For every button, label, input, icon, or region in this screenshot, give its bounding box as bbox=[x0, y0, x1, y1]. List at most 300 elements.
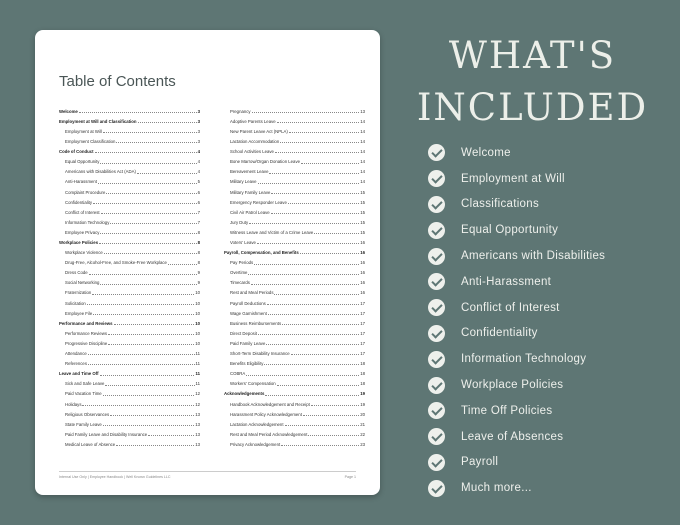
toc-leader-dots bbox=[257, 243, 359, 244]
feature-item bbox=[428, 424, 658, 450]
feature-label: Conflict of Interest bbox=[461, 301, 560, 314]
feature-item bbox=[428, 217, 658, 243]
toc-leader-dots bbox=[268, 314, 359, 315]
toc-entry-page: 20 bbox=[360, 411, 365, 417]
toc-leader-dots bbox=[289, 132, 359, 133]
toc-entry-label: Handbook Acknowledgement and Receipt bbox=[230, 401, 310, 407]
toc-entry-label: Sick and Safe Leave bbox=[65, 381, 105, 387]
toc-entry-page: 21 bbox=[360, 421, 365, 427]
toc-entry-page: 13 bbox=[195, 441, 200, 447]
toc-entry-label: Employment Classification bbox=[65, 139, 116, 145]
toc-leader-dots bbox=[266, 344, 359, 345]
toc-entry bbox=[224, 255, 365, 265]
toc-entry-page: 10 bbox=[195, 290, 200, 296]
toc-section-entry bbox=[59, 366, 200, 376]
toc-leader-dots bbox=[258, 183, 360, 184]
toc-entry bbox=[224, 286, 365, 296]
toc-entry bbox=[224, 336, 365, 346]
toc-section-entry bbox=[59, 114, 200, 124]
toc-leader-dots bbox=[104, 253, 197, 254]
toc-entry-page: 16 bbox=[360, 240, 365, 246]
toc-entry bbox=[224, 326, 365, 336]
toc-leader-dots bbox=[282, 324, 359, 325]
toc-entry-label: Pay Periods bbox=[230, 260, 254, 266]
toc-entry-page: 10 bbox=[195, 320, 200, 326]
feature-item bbox=[428, 475, 658, 501]
toc-entry-label: Paid Vacation Time bbox=[65, 391, 102, 397]
toc-entry-label: Performance Reviews bbox=[65, 330, 108, 336]
toc-entry-page: 16 bbox=[360, 260, 365, 266]
toc-entry bbox=[224, 427, 365, 437]
toc-entry-page: 14 bbox=[360, 118, 365, 124]
check-circle-icon bbox=[428, 222, 445, 239]
check-circle-icon bbox=[428, 428, 445, 445]
toc-entry bbox=[224, 134, 365, 144]
toc-entry-label: Dress Code bbox=[65, 270, 88, 276]
toc-entry bbox=[224, 377, 365, 387]
toc-leader-dots bbox=[281, 445, 359, 446]
toc-leader-dots bbox=[300, 253, 359, 254]
toc-entry-page: 3 bbox=[197, 118, 200, 124]
toc-leader-dots bbox=[291, 354, 360, 355]
toc-leader-dots bbox=[88, 364, 195, 365]
toc-entry-page: 18 bbox=[360, 371, 365, 377]
toc-entry-label: Social Networking bbox=[65, 280, 100, 286]
document-preview bbox=[35, 30, 380, 495]
toc-entry bbox=[59, 407, 200, 417]
toc-section-entry bbox=[59, 316, 200, 326]
toc-entry bbox=[224, 124, 365, 134]
toc-entry-page: 17 bbox=[360, 320, 365, 326]
toc-leader-dots bbox=[106, 193, 196, 194]
toc-entry-page: 7 bbox=[197, 209, 200, 215]
toc-entry-label: Paid Family Leave bbox=[230, 340, 266, 346]
feature-item bbox=[428, 450, 658, 476]
toc-entry-page: 13 bbox=[360, 108, 365, 114]
toc-entry bbox=[59, 427, 200, 437]
toc-leader-dots bbox=[137, 173, 197, 174]
toc-entry-label: Workplace Violence bbox=[65, 250, 103, 256]
toc-entry-label: Short-Term Disability Insurance bbox=[230, 351, 290, 357]
toc-entry bbox=[59, 195, 200, 205]
toc-section-entry bbox=[224, 387, 365, 397]
toc-entry-label: Workers' Compensation bbox=[230, 381, 276, 387]
toc-entry-label: Jury Duty bbox=[230, 219, 249, 225]
toc-entry bbox=[224, 266, 365, 276]
toc-leader-dots bbox=[246, 375, 359, 376]
toc-leader-dots bbox=[308, 435, 359, 436]
toc-entry-page: 19 bbox=[360, 391, 365, 397]
toc-entry-page: 7 bbox=[197, 219, 200, 225]
toc-entry bbox=[59, 336, 200, 346]
footer-left: Internal Use Only | Employee Handbook | Well Known Guidelines LLC bbox=[59, 475, 171, 479]
toc-entry-label: Voters' Leave bbox=[230, 240, 256, 246]
toc-entry-label: Harassment Policy Acknowledgement bbox=[230, 411, 302, 417]
toc-entry-label: Military Leave bbox=[230, 179, 257, 185]
toc-entry bbox=[224, 235, 365, 245]
toc-entry-page: 14 bbox=[360, 169, 365, 175]
headline bbox=[415, 30, 650, 134]
toc-entry bbox=[59, 417, 200, 427]
toc-entry-page: 14 bbox=[360, 149, 365, 155]
toc-entry bbox=[59, 326, 200, 336]
toc-leader-dots bbox=[105, 385, 194, 386]
toc-entry-label: COBRA bbox=[230, 371, 246, 377]
footer-page-number: Page 1 bbox=[344, 475, 356, 479]
toc-leader-dots bbox=[98, 183, 197, 184]
toc-leader-dots bbox=[89, 274, 197, 275]
toc-entry-page: 5 bbox=[197, 179, 200, 185]
toc-entry-page: 14 bbox=[360, 139, 365, 145]
feature-item bbox=[428, 140, 658, 166]
toc-leader-dots bbox=[285, 425, 360, 426]
toc-entry-page: 16 bbox=[360, 270, 365, 276]
toc-entry bbox=[59, 286, 200, 296]
toc-leader-dots bbox=[110, 415, 194, 416]
feature-label: Leave of Absences bbox=[461, 430, 564, 443]
toc-entry-label: Drug-Free, Alcohol-Free, and Smoke-Free Workplace bbox=[65, 260, 167, 266]
toc-entry-label: Employment at Will bbox=[65, 128, 102, 134]
toc-entry-label: Workplace Policies bbox=[59, 240, 99, 246]
toc-entry bbox=[224, 225, 365, 235]
toc-entry bbox=[224, 356, 365, 366]
toc-leader-dots bbox=[254, 264, 359, 265]
toc-leader-dots bbox=[101, 213, 197, 214]
toc-leader-dots bbox=[100, 375, 195, 376]
feature-label: Classifications bbox=[461, 198, 539, 211]
toc-entry-label: Confidentiality bbox=[65, 199, 92, 205]
toc-entry bbox=[59, 215, 200, 225]
toc-leader-dots bbox=[258, 334, 359, 335]
toc-leader-dots bbox=[311, 405, 359, 406]
toc-entry bbox=[224, 296, 365, 306]
page-footer bbox=[59, 471, 356, 479]
toc-leader-dots bbox=[82, 405, 194, 406]
toc-leader-dots bbox=[314, 233, 359, 234]
toc-entry-page: 11 bbox=[195, 351, 200, 357]
toc-entry-label: Employee Privacy bbox=[65, 229, 100, 235]
toc-entry bbox=[59, 225, 200, 235]
feature-item bbox=[428, 269, 658, 295]
toc-entry-page: 17 bbox=[360, 340, 365, 346]
toc-entry-page: 3 bbox=[197, 108, 200, 114]
toc-entry bbox=[59, 397, 200, 407]
toc-leader-dots bbox=[275, 152, 359, 153]
toc-entry bbox=[224, 205, 365, 215]
toc-entry-label: Employment at Will and Classification bbox=[59, 118, 137, 124]
toc-leader-dots bbox=[108, 344, 194, 345]
toc-leader-dots bbox=[100, 163, 196, 164]
toc-entry-label: Attendance bbox=[65, 351, 87, 357]
toc-entry-page: 17 bbox=[360, 330, 365, 336]
check-circle-icon bbox=[428, 196, 445, 213]
toc-entry-label: Equal Opportunity bbox=[65, 159, 100, 165]
toc-leader-dots bbox=[252, 112, 360, 113]
toc-entry-label: Payroll Deductions bbox=[230, 300, 266, 306]
toc-entry-label: Complaint Procedure bbox=[65, 189, 106, 195]
toc-entry-label: Welcome bbox=[59, 108, 78, 114]
toc-leader-dots bbox=[251, 284, 359, 285]
toc-entry-page: 16 bbox=[360, 280, 365, 286]
toc-entry bbox=[224, 346, 365, 356]
toc-entry-label: References bbox=[65, 361, 87, 367]
toc-entry-page: 15 bbox=[360, 229, 365, 235]
toc-right-column bbox=[224, 104, 365, 447]
toc-leader-dots bbox=[95, 152, 197, 153]
toc-entry-page: 15 bbox=[360, 199, 365, 205]
toc-entry-label: Code of Conduct bbox=[59, 149, 94, 155]
toc-entry bbox=[59, 134, 200, 144]
toc-entry bbox=[59, 437, 200, 447]
feature-item bbox=[428, 372, 658, 398]
feature-label: Welcome bbox=[461, 146, 511, 159]
toc-entry-label: Timecards bbox=[230, 280, 250, 286]
feature-list bbox=[428, 140, 658, 501]
toc-entry-page: 3 bbox=[197, 128, 200, 134]
headline-line-2: INCLUDED bbox=[416, 86, 649, 129]
toc-entry-page: 14 bbox=[360, 159, 365, 165]
feature-label: Time Off Policies bbox=[461, 404, 553, 417]
toc-section-entry bbox=[59, 144, 200, 154]
toc-entry bbox=[224, 144, 365, 154]
toc-entry-label: Lactation Accommodation bbox=[230, 139, 280, 145]
toc-entry-label: Progressive Discipline bbox=[65, 340, 108, 346]
toc-entry-label: Acknowledgements bbox=[224, 391, 265, 397]
toc-entry-label: Direct Deposit bbox=[230, 330, 257, 336]
toc-entry-label: Bone Marrow/Organ Donation Leave bbox=[230, 159, 300, 165]
toc-entry bbox=[59, 306, 200, 316]
toc-entry-label: Medical Leave of Absence bbox=[65, 441, 116, 447]
toc-entry-page: 10 bbox=[195, 300, 200, 306]
toc-entry bbox=[59, 266, 200, 276]
feature-item bbox=[428, 243, 658, 269]
toc-entry bbox=[59, 296, 200, 306]
toc-entry-label: Holidays bbox=[65, 401, 82, 407]
toc-entry-page: 18 bbox=[360, 381, 365, 387]
toc-entry-page: 9 bbox=[197, 270, 200, 276]
toc-leader-dots bbox=[148, 435, 194, 436]
check-circle-icon bbox=[428, 377, 445, 394]
toc-entry-page: 23 bbox=[360, 441, 365, 447]
toc-leader-dots bbox=[288, 203, 359, 204]
toc-entry-label: Privacy Acknowledgement bbox=[230, 441, 281, 447]
toc-leader-dots bbox=[87, 304, 194, 305]
feature-item bbox=[428, 295, 658, 321]
check-circle-icon bbox=[428, 402, 445, 419]
toc-entry-page: 18 bbox=[360, 361, 365, 367]
toc-leader-dots bbox=[265, 395, 359, 396]
toc-entry-label: Emergency Responder Leave bbox=[230, 199, 287, 205]
feature-item bbox=[428, 192, 658, 218]
feature-label: Workplace Policies bbox=[461, 379, 564, 392]
check-circle-icon bbox=[428, 480, 445, 497]
toc-leader-dots bbox=[116, 445, 194, 446]
feature-label: Anti-Harassment bbox=[461, 275, 552, 288]
toc-leader-dots bbox=[114, 324, 195, 325]
toc-entry-label: Rest and Meal Period Acknowledgement bbox=[230, 431, 308, 437]
toc-entry-page: 16 bbox=[360, 250, 365, 256]
toc-entry-label: State Family Leave bbox=[65, 421, 102, 427]
feature-item bbox=[428, 398, 658, 424]
toc-entry-page: 11 bbox=[195, 371, 200, 377]
toc-entry-page: 13 bbox=[195, 431, 200, 437]
toc-entry-label: Pregnancy bbox=[230, 108, 251, 114]
toc-leader-dots bbox=[277, 385, 360, 386]
toc-entry-label: Anti-Harassment bbox=[65, 179, 97, 185]
toc-entry-label: Paid Family Leave and Disability Insurance bbox=[65, 431, 148, 437]
toc-leader-dots bbox=[100, 233, 196, 234]
toc-entry-page: 10 bbox=[195, 330, 200, 336]
toc-leader-dots bbox=[271, 193, 359, 194]
toc-entry bbox=[224, 104, 365, 114]
toc-entry bbox=[59, 387, 200, 397]
toc-leader-dots bbox=[103, 425, 194, 426]
toc-entry-label: Witness Leave and Victim of a Crime Leave bbox=[230, 229, 314, 235]
toc-entry bbox=[224, 316, 365, 326]
toc-entry-label: Information Technology bbox=[65, 219, 110, 225]
toc-entry-label: Leave and Time Off bbox=[59, 371, 99, 377]
toc-entry bbox=[59, 165, 200, 175]
toc-entry bbox=[224, 366, 365, 376]
toc-entry bbox=[224, 417, 365, 427]
toc-entry-page: 8 bbox=[197, 229, 200, 235]
toc-leader-dots bbox=[274, 294, 359, 295]
toc-entry-label: Civil Air Patrol Leave bbox=[230, 209, 270, 215]
toc-leader-dots bbox=[100, 284, 196, 285]
toc-entry-page: 4 bbox=[197, 169, 200, 175]
toc-entry bbox=[59, 175, 200, 185]
toc-leader-dots bbox=[92, 294, 194, 295]
toc-entry bbox=[224, 397, 365, 407]
check-circle-icon bbox=[428, 351, 445, 368]
toc-entry-label: Rest and Meal Periods bbox=[230, 290, 274, 296]
toc-entry-label: Conflict of Interest bbox=[65, 209, 100, 215]
toc-entry bbox=[224, 165, 365, 175]
toc-leader-dots bbox=[277, 122, 360, 123]
toc-section-entry bbox=[59, 235, 200, 245]
toc-entry bbox=[224, 175, 365, 185]
toc-leader-dots bbox=[248, 274, 359, 275]
check-circle-icon bbox=[428, 299, 445, 316]
toc-entry-page: 10 bbox=[195, 310, 200, 316]
toc-entry-label: Religious Observances bbox=[65, 411, 110, 417]
feature-item bbox=[428, 321, 658, 347]
feature-label: Much more... bbox=[461, 482, 532, 495]
toc-entry-page: 19 bbox=[360, 401, 365, 407]
toc-entry-label: Bereavement Leave bbox=[230, 169, 269, 175]
toc-leader-dots bbox=[303, 415, 359, 416]
feature-label: Confidentiality bbox=[461, 327, 538, 340]
toc-entry-label: Wage Garnishment bbox=[230, 310, 267, 316]
toc-entry-page: 17 bbox=[360, 351, 365, 357]
toc-entry-page: 12 bbox=[195, 401, 200, 407]
toc-leader-dots bbox=[108, 334, 194, 335]
toc-entry-page: 10 bbox=[195, 340, 200, 346]
toc-entry bbox=[224, 195, 365, 205]
check-circle-icon bbox=[428, 144, 445, 161]
toc-entry bbox=[224, 114, 365, 124]
toc-entry-label: Payroll, Compensation, and Benefits bbox=[224, 250, 299, 256]
toc-entry-page: 15 bbox=[360, 209, 365, 215]
toc-entry bbox=[59, 346, 200, 356]
toc-leader-dots bbox=[116, 142, 196, 143]
feature-label: Information Technology bbox=[461, 353, 587, 366]
toc-entry-page: 6 bbox=[197, 199, 200, 205]
toc-entry-page: 13 bbox=[195, 411, 200, 417]
feature-label: Americans with Disabilities bbox=[461, 250, 606, 263]
toc-section-entry bbox=[59, 104, 200, 114]
toc-leader-dots bbox=[269, 173, 359, 174]
toc-entry-page: 4 bbox=[197, 159, 200, 165]
toc-leader-dots bbox=[249, 223, 359, 224]
toc-entry-label: Fraternization bbox=[65, 290, 92, 296]
feature-label: Payroll bbox=[461, 456, 499, 469]
check-circle-icon bbox=[428, 454, 445, 471]
toc-leader-dots bbox=[168, 264, 197, 265]
toc-leader-dots bbox=[99, 243, 197, 244]
toc-entry-page: 6 bbox=[197, 189, 200, 195]
headline-line-1: WHAT'S bbox=[448, 34, 617, 77]
toc-entry-label: Overtime bbox=[230, 270, 248, 276]
check-circle-icon bbox=[428, 170, 445, 187]
toc-leader-dots bbox=[267, 304, 359, 305]
toc-entry-label: Americans with Disabilities Act (ADA) bbox=[65, 169, 136, 175]
toc-entry-page: 16 bbox=[360, 290, 365, 296]
toc-entry bbox=[59, 245, 200, 255]
toc-entry-label: Employee File bbox=[65, 310, 93, 316]
toc-entry bbox=[59, 276, 200, 286]
toc-entry-page: 9 bbox=[197, 280, 200, 286]
toc-entry bbox=[224, 276, 365, 286]
toc-entry-label: Military Family Leave bbox=[230, 189, 271, 195]
toc-entry bbox=[224, 407, 365, 417]
toc-entry bbox=[224, 185, 365, 195]
toc-leader-dots bbox=[110, 223, 196, 224]
feature-label: Employment at Will bbox=[461, 172, 565, 185]
toc-leader-dots bbox=[88, 354, 195, 355]
toc-entry-page: 17 bbox=[360, 300, 365, 306]
toc-entry-page: 15 bbox=[360, 189, 365, 195]
feature-item bbox=[428, 346, 658, 372]
toc-entry bbox=[59, 185, 200, 195]
toc-entry bbox=[59, 356, 200, 366]
toc-leader-dots bbox=[103, 132, 197, 133]
toc-leader-dots bbox=[271, 213, 360, 214]
feature-label: Equal Opportunity bbox=[461, 224, 559, 237]
toc-entry-label: Lactation Acknowledgement bbox=[230, 421, 284, 427]
toc-entry bbox=[224, 154, 365, 164]
toc-section-entry bbox=[224, 245, 365, 255]
toc-entry-page: 8 bbox=[197, 250, 200, 256]
toc-entry bbox=[224, 437, 365, 447]
toc-entry-page: 15 bbox=[360, 219, 365, 225]
check-circle-icon bbox=[428, 273, 445, 290]
toc-entry-page: 8 bbox=[197, 240, 200, 246]
toc-leader-dots bbox=[103, 395, 195, 396]
toc-entry bbox=[59, 154, 200, 164]
toc-entry-page: 8 bbox=[197, 260, 200, 266]
toc-leader-dots bbox=[301, 163, 359, 164]
toc-entry-page: 12 bbox=[195, 391, 200, 397]
toc-entry-page: 11 bbox=[195, 381, 200, 387]
toc-entry-page: 22 bbox=[360, 431, 365, 437]
toc-entry-page: 11 bbox=[195, 361, 200, 367]
check-circle-icon bbox=[428, 325, 445, 342]
toc-leader-dots bbox=[280, 142, 359, 143]
toc-leader-dots bbox=[93, 203, 197, 204]
toc-entry bbox=[59, 124, 200, 134]
toc-leader-dots bbox=[79, 112, 197, 113]
